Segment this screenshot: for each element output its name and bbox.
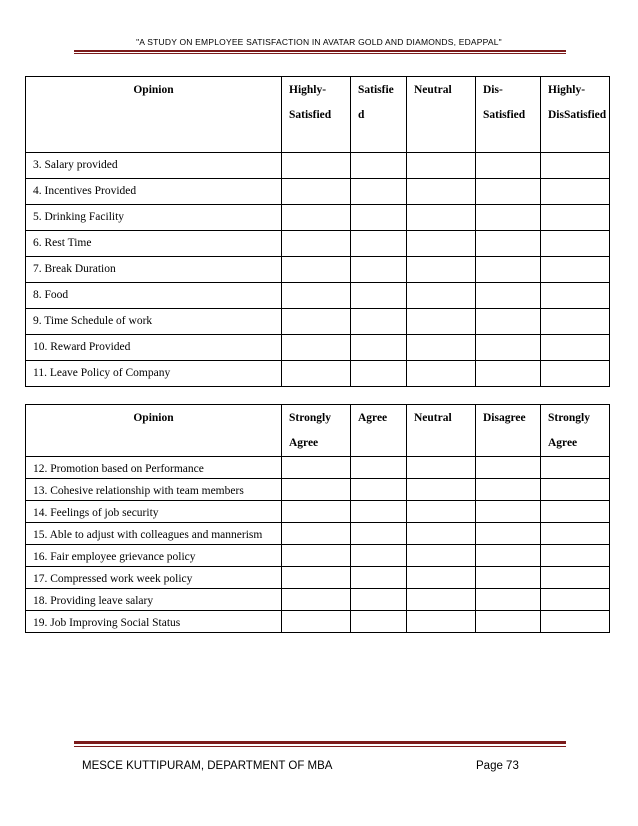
row-label: 8. Food xyxy=(26,283,282,309)
header-dis-satisfied: Dis- Satisfied xyxy=(476,77,541,153)
table-header-row xyxy=(26,405,610,457)
table-row xyxy=(26,231,610,257)
table-header-row xyxy=(26,77,610,153)
header-disagree: Disagree xyxy=(476,405,541,457)
table-row xyxy=(26,257,610,283)
table-row xyxy=(26,501,610,523)
row-label: 7. Break Duration xyxy=(26,257,282,283)
table-row xyxy=(26,479,610,501)
header-neutral: Neutral xyxy=(407,405,476,457)
row-label: 3. Salary provided xyxy=(26,153,282,179)
header-neutral: Neutral xyxy=(407,77,476,153)
footer-rule-thin xyxy=(74,746,566,747)
row-label: 15. Able to adjust with colleagues and mannerism xyxy=(26,523,282,545)
header-highly-satisfied: Highly- Satisfied xyxy=(282,77,351,153)
row-label: 10. Reward Provided xyxy=(26,335,282,361)
table-row xyxy=(26,335,610,361)
row-label: 5. Drinking Facility xyxy=(26,205,282,231)
header-satisfied: Satisfie d xyxy=(351,77,407,153)
header-rule xyxy=(74,50,566,52)
row-label: 12. Promotion based on Performance xyxy=(26,457,282,479)
table-row xyxy=(26,179,610,205)
row-label: 13. Cohesive relationship with team members xyxy=(26,479,282,501)
row-label: 18. Providing leave salary xyxy=(26,589,282,611)
header-rule-thin xyxy=(74,53,566,54)
table-row xyxy=(26,611,610,633)
footer-rule xyxy=(74,741,566,744)
table-row xyxy=(26,309,610,335)
row-label: 19. Job Improving Social Status xyxy=(26,611,282,633)
row-label: 16. Fair employee grievance policy xyxy=(26,545,282,567)
footer-department: MESCE KUTTIPURAM, DEPARTMENT OF MBA xyxy=(82,760,333,772)
row-label: 14. Feelings of job security xyxy=(26,501,282,523)
table-row xyxy=(26,545,610,567)
row-label: 11. Leave Policy of Company xyxy=(26,361,282,387)
header-opinion: Opinion xyxy=(26,405,282,457)
header-agree: Agree xyxy=(351,405,407,457)
row-label: 9. Time Schedule of work xyxy=(26,309,282,335)
table-row xyxy=(26,567,610,589)
agreement-table xyxy=(25,404,610,633)
page-number: Page 73 xyxy=(476,760,519,772)
table-row xyxy=(26,523,610,545)
header-strongly-agree: Strongly Agree xyxy=(282,405,351,457)
row-label: 17. Compressed work week policy xyxy=(26,567,282,589)
table-row xyxy=(26,153,610,179)
table-row xyxy=(26,457,610,479)
table-row xyxy=(26,205,610,231)
table-row xyxy=(26,361,610,387)
header-opinion: Opinion xyxy=(26,77,282,153)
header-highly-dissatisfied: Highly- DisSatisfied xyxy=(541,77,610,153)
row-label: 4. Incentives Provided xyxy=(26,179,282,205)
row-label: 6. Rest Time xyxy=(26,231,282,257)
header-strongly-agree-2: Strongly Agree xyxy=(541,405,610,457)
table-row xyxy=(26,589,610,611)
satisfaction-table xyxy=(25,76,610,387)
table-row xyxy=(26,283,610,309)
running-header: "A STUDY ON EMPLOYEE SATISFACTION IN AVATAR GOLD AND DIAMONDS, EDAPPAL" xyxy=(136,37,502,47)
